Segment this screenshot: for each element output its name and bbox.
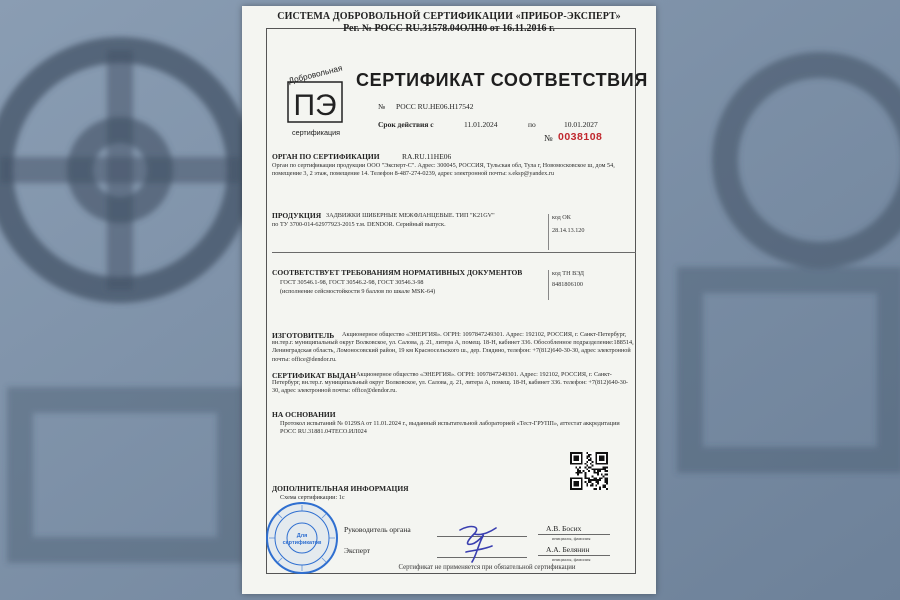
valid-from: 11.01.2024 xyxy=(464,120,498,129)
product-spec: по ТУ 3700-014-62977923-2015 т.м. DENDOR. Серийный выпуск. xyxy=(272,221,446,228)
expert-name-line xyxy=(538,555,610,556)
expert-caption: инициалы, фамилия xyxy=(552,557,591,562)
issued-text: Акционерное общество «ЭНЕРГИЯ». ОГРН: 1097847249301. Адрес: 192102, РОССИЯ, г. Санкт-Петербург, вн.тер.г. муниципальный округ Волковское, ул. Салова, д. 21, литера А, помещ. 18-Н, кабинет 336. телефон: +7(812)640-30-30, адрес электронной почты: office@dendor.ru. xyxy=(272,371,628,395)
serial-label: № xyxy=(544,133,553,143)
certificate-document xyxy=(242,6,656,594)
manufacturer-text: Акционерное общество «ЭНЕРГИЯ». ОГРН: 1097847249301. Адрес: 192102, РОССИЯ, г. Санкт-Петербург, вн.тер.г. муниципальный округ Волковское, ул. Салова, д. 21, литера А, помещ. 18-Н, кабинет 336. Обособленное подразделение:188514, Ленинградская область, Ломоносовский район, 19 км Красносельского ш., дер. Глядино, телефон: +7(812)640-30-30, адрес электронной почты: office@dendor.ru. xyxy=(272,331,634,363)
cert-no-value: РОСС RU.HE06.H17542 xyxy=(396,102,474,111)
round-stamp-icon xyxy=(264,500,340,576)
tnved-code-label: код ТН ВЭД xyxy=(552,270,585,277)
logo-top-text: Добровольная xyxy=(287,63,344,86)
certificate-title: СЕРТИФИКАТ СООТВЕТСТВИЯ xyxy=(356,70,648,90)
serial-number: 0038108 xyxy=(558,131,603,143)
tnved-code-value: 8481806100 xyxy=(552,281,583,288)
scheme-text: Схема сертификации: 1с xyxy=(280,494,345,501)
logo-bottom-text: сертификация xyxy=(292,128,340,137)
product-code-box xyxy=(548,214,632,250)
issued-label: СЕРТИФИКАТ ВЫДАН xyxy=(272,371,357,380)
valid-to: 10.01.2027 xyxy=(564,120,598,129)
tnved-code-box xyxy=(548,270,632,300)
product-code-label: код ОК xyxy=(552,214,571,221)
basis-label: НА ОСНОВАНИИ xyxy=(272,410,336,419)
product-label: ПРОДУКЦИЯ xyxy=(272,211,322,220)
basis-text: Протокол испытаний № 0129SA от 11.01.2024 г., выданный испытательной лабораторией «Тест-ГРУПП», аттестат аккредитации РОСС RU.31881.04ТЕСО.ИЛ024 xyxy=(280,420,620,436)
cert-no-label: № xyxy=(378,102,386,111)
signature-icon xyxy=(452,516,502,566)
stamp-text: Для сертификатов xyxy=(282,533,322,546)
registration-line: Рег. № РОСС RU.31578.04ОЛН0 от 16.11.2016 г. xyxy=(343,23,555,34)
expert-name: А.А. Белянин xyxy=(546,545,590,554)
valid-to-label: по xyxy=(528,120,536,129)
requirements-label: СООТВЕТСТВУЕТ ТРЕБОВАНИЯМ НОРМАТИВНЫХ ДОКУМЕНТОВ xyxy=(272,268,523,277)
validity-label: Срок действия с xyxy=(378,120,434,129)
requirements-line2: (исполнение сейсмостойкости 9 баллов по шкале MSK-64) xyxy=(280,288,436,295)
system-line: СИСТЕМА ДОБРОВОЛЬНОЙ СЕРТИФИКАЦИИ «ПРИБОР-ЭКСПЕРТ» xyxy=(277,11,621,22)
logo-mark: ПЭ xyxy=(293,89,337,122)
head-label: Руководитель органа xyxy=(344,525,411,534)
head-name-line xyxy=(538,534,610,535)
organ-code: RA.RU.11HE06 xyxy=(402,152,452,161)
product-code-value: 28.14.13.120 xyxy=(552,227,585,234)
additional-label: ДОПОЛНИТЕЛЬНАЯ ИНФОРМАЦИЯ xyxy=(272,484,409,493)
footer-note: Сертификат не применяется при обязательной сертификации xyxy=(398,564,576,571)
organ-text: Орган по сертификации продукции ООО "Эксперт-С". Адрес: 300045, РОССИЯ, Тульская обл, Тула г, Новомосковское ш, дом 54, помещение 3, 2 этаж, помещение 14. Телефон 8-487-274-0239, адрес электронной почты: s.eksp@yandex.ru xyxy=(272,162,615,178)
expert-label: Эксперт xyxy=(344,546,371,555)
manufacturer-label: ИЗГОТОВИТЕЛЬ xyxy=(272,331,335,340)
organ-label: ОРГАН ПО СЕРТИФИКАЦИИ xyxy=(272,152,380,161)
head-caption: инициалы, фамилия xyxy=(552,536,591,541)
product-name: ЗАДВИЖКИ ШИБЕРНЫЕ МЕЖФЛАНЦЕВЫЕ. ТИП "K21GV" xyxy=(326,212,495,219)
head-name: А.В. Босих xyxy=(546,524,582,533)
divider xyxy=(272,252,636,253)
requirements-line1: ГОСТ 30546.1-98, ГОСТ 30546.2-98, ГОСТ 30546.3-98 xyxy=(280,279,424,286)
pe-logo-icon xyxy=(270,62,360,144)
qr-code-icon xyxy=(570,452,608,490)
